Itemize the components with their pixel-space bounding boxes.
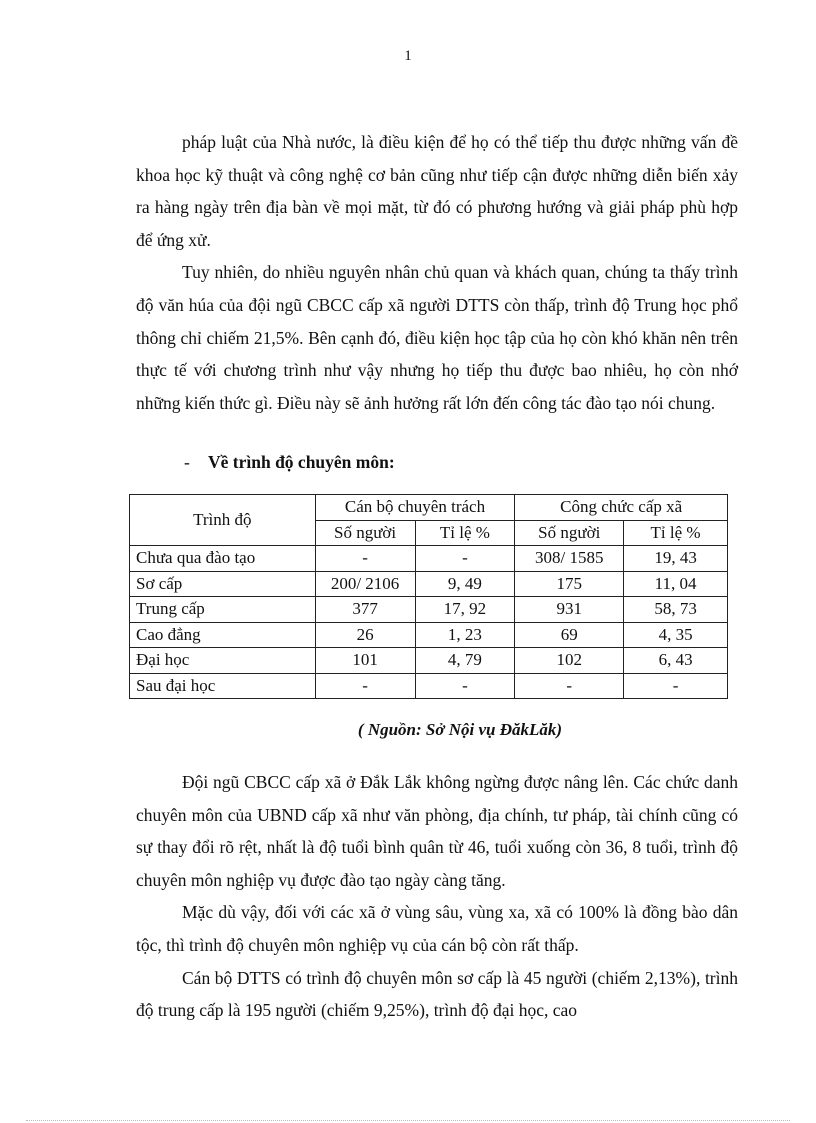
subheader-count: Số người xyxy=(315,520,415,546)
row-label: Sơ cấp xyxy=(130,571,316,597)
row-label: Sau đại học xyxy=(130,673,316,699)
cell-count-1: - xyxy=(315,546,415,572)
header-group-civil-servant: Công chức cấp xã xyxy=(515,495,728,521)
cell-rate-1: 1, 23 xyxy=(415,622,515,648)
paragraph-can-bo-dtts: Cán bộ DTTS có trình độ chuyên môn sơ cấp là 45 người (chiếm 2,13%), trình độ trung cấp là 195 người (chiếm 9,25%), trình độ đại học, cao xyxy=(136,967,738,1021)
cell-rate-2: 19, 43 xyxy=(624,546,728,572)
table-source-caption: ( Nguồn: Sở Nội vụ ĐăkLăk) xyxy=(357,720,563,739)
cell-rate-1: 9, 49 xyxy=(415,571,515,597)
cell-rate-1: - xyxy=(415,546,515,572)
cell-count-2: 308/ 1585 xyxy=(515,546,624,572)
heading-bullet: - xyxy=(184,452,190,472)
paragraph-mac-du-vay: Mặc dù vậy, đối với các xã ở vùng sâu, vùng xa, xã có 100% là đồng bào dân tộc, thì trình độ chuyên môn nghiệp vụ của cán bộ còn rất thấp. xyxy=(136,902,738,955)
table-row xyxy=(130,571,728,597)
cell-rate-2: 58, 73 xyxy=(624,597,728,623)
table-row xyxy=(130,597,728,623)
row-label: Cao đẳng xyxy=(130,622,316,648)
cell-count-2: 175 xyxy=(515,571,624,597)
cell-count-2: 69 xyxy=(515,622,624,648)
cell-rate-1: - xyxy=(415,673,515,699)
table-header-row xyxy=(130,495,728,521)
cell-rate-1: 17, 92 xyxy=(415,597,515,623)
subheader-rate: Tỉ lệ % xyxy=(624,520,728,546)
cell-count-1: - xyxy=(315,673,415,699)
cell-count-1: 377 xyxy=(315,597,415,623)
subheader-count: Số người xyxy=(515,520,624,546)
table-row xyxy=(130,546,728,572)
heading-text: Về trình độ chuyên môn: xyxy=(208,452,395,472)
row-label: Đại học xyxy=(130,648,316,674)
subheader-rate: Tỉ lệ % xyxy=(415,520,515,546)
cell-count-2: - xyxy=(515,673,624,699)
qualification-table xyxy=(129,494,728,699)
cell-rate-1: 4, 79 xyxy=(415,648,515,674)
cell-rate-2: - xyxy=(624,673,728,699)
header-group-full-time: Cán bộ chuyên trách xyxy=(315,495,515,521)
text-block-bottom xyxy=(136,766,738,1027)
cell-rate-2: 11, 04 xyxy=(624,571,728,597)
section-heading xyxy=(184,452,395,473)
cell-count-2: 931 xyxy=(515,597,624,623)
paragraph-continuation: pháp luật của Nhà nước, là điều kiện để họ có thể tiếp thu được những vấn đề khoa học kỹ thuật và công nghệ cơ bản cũng như tiếp cận được những diễn biến xảy ra hàng ngày trên địa bàn về mọi mặt, từ đó có phương hướng và giải pháp phù hợp để ứng xử. xyxy=(136,132,738,250)
cell-count-1: 101 xyxy=(315,648,415,674)
table-row xyxy=(130,622,728,648)
cell-count-1: 26 xyxy=(315,622,415,648)
header-level: Trình độ xyxy=(130,495,316,546)
cell-rate-2: 6, 43 xyxy=(624,648,728,674)
row-label: Chưa qua đào tạo xyxy=(130,546,316,572)
table-row xyxy=(130,648,728,674)
paragraph-cbcc: Đội ngũ CBCC cấp xã ở Đắk Lắk không ngừng được nâng lên. Các chức danh chuyên môn của UBND cấp xã như văn phòng, địa chính, tư pháp, tài chính cũng có sự thay đổi rõ rệt, nhất là độ tuổi bình quân từ 46, tuổi xuống còn 36, 8 tuổi, trình độ chuyên môn nghiệp vụ được đào tạo ngày càng tăng. xyxy=(136,772,738,890)
row-label: Trung cấp xyxy=(130,597,316,623)
cell-rate-2: 4, 35 xyxy=(624,622,728,648)
cell-count-2: 102 xyxy=(515,648,624,674)
paragraph-tuy-nhien: Tuy nhiên, do nhiều nguyên nhân chủ quan và khách quan, chúng ta thấy trình độ văn húa của đội ngũ CBCC cấp xã người DTTS còn thấp, trình độ Trung học phổ thông chỉ chiếm 21,5%. Bên cạnh đó, điều kiện học tập của họ còn khó khăn nên trên thực tế với chương trình như vậy nhưng họ tiếp thu được bao nhiêu, họ còn nhớ những kiến thức gì. Điều này sẽ ảnh hưởng rất lớn đến công tác đào tạo nói chung. xyxy=(136,262,738,413)
text-block-top xyxy=(136,126,738,419)
table-row xyxy=(130,673,728,699)
page-number: 1 xyxy=(404,48,412,64)
cell-count-1: 200/ 2106 xyxy=(315,571,415,597)
page-bottom-rule xyxy=(26,1120,790,1121)
